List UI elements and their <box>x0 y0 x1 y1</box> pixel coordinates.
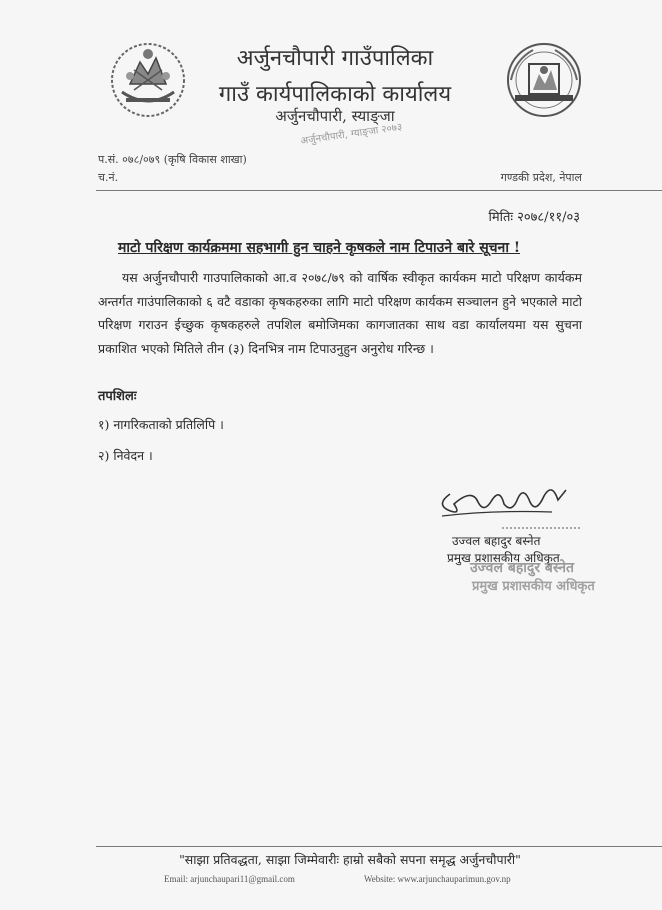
faint-stamp: अर्जुनचौपारी, ग्याङ्जा २०७३ <box>299 121 403 148</box>
header-divider <box>96 190 662 191</box>
notice-subject: माटो परिक्षण कार्यक्रममा सहभागी हुन चाहने कृषकले नाम टिपाउने बारे सूचना ! <box>118 240 520 256</box>
notice-body: यस अर्जुनचौपारी गाउपालिकाको आ.व २०७८/७९ को वार्षिक स्वीकृत कार्यकम माटो परिक्षण कार्यकम अन्तर्गत गाउंपालिकाको ६ वटै वडाका कृषकहरुका लागि माटो परिक्षण कार्यकम सञ्चालन हुने भएकाले माटो परिक्षण गराउन ईच्छुक कृषकहरुले तपशिल बमोजिमका कागजातका साथ वडा कार्यालयमा यस सुचना प्रकाशित भएको मितिले तीन (३) दिनभित्र नाम टिपाउनुहुन अनुरोध गरिन्छ । <box>98 270 582 356</box>
stamp-signatory-title: प्रमुख प्रशासकीय अधिकृत <box>472 579 595 594</box>
tapsil-item: २) निवेदन । <box>98 448 153 463</box>
office-name: अर्जुनचौपारी गाउँपालिका <box>236 46 434 71</box>
footer-website: Website: www.arjunchauparimun.gov.np <box>364 874 511 884</box>
office-subtitle: गाउँ कार्यपालिकाको कार्यालय <box>218 82 452 107</box>
footer-slogan: "साझा प्रतिवद्धता, साझा जिम्मेवारीः हाम्रो सबैको सपना समृद्ध अर्जुनचौपारी" <box>179 852 521 867</box>
tapsil-item: १) नागरिकताको प्रतिलिपि । <box>98 417 224 432</box>
footer-email: Email: arjunchaupari11@gmail.com <box>164 874 295 884</box>
province-label: गण्डकी प्रदेश, नेपाल <box>500 171 582 184</box>
signatory-title: प्रमुख प्रशासकीय अधिकृत <box>447 551 560 565</box>
office-address: अर्जुनचौपारी, स्याङ्जा <box>275 107 395 125</box>
reference-number: प.सं. ०७८/०७९ (कृषि विकास शाखा) <box>98 153 247 166</box>
signatory-name: उज्वल बहादुर बस्नेत <box>452 534 541 548</box>
footer-divider <box>96 846 662 847</box>
dispatch-number: च.नं. <box>98 171 119 184</box>
notice-date: मितिः २०७८/११/०३ <box>488 210 580 225</box>
stamp-signatory-name: उज्वल बहादुर बस्नेत <box>470 560 575 576</box>
handwritten-signature <box>432 474 582 530</box>
tapsil-heading: तपशिलः <box>98 389 137 404</box>
